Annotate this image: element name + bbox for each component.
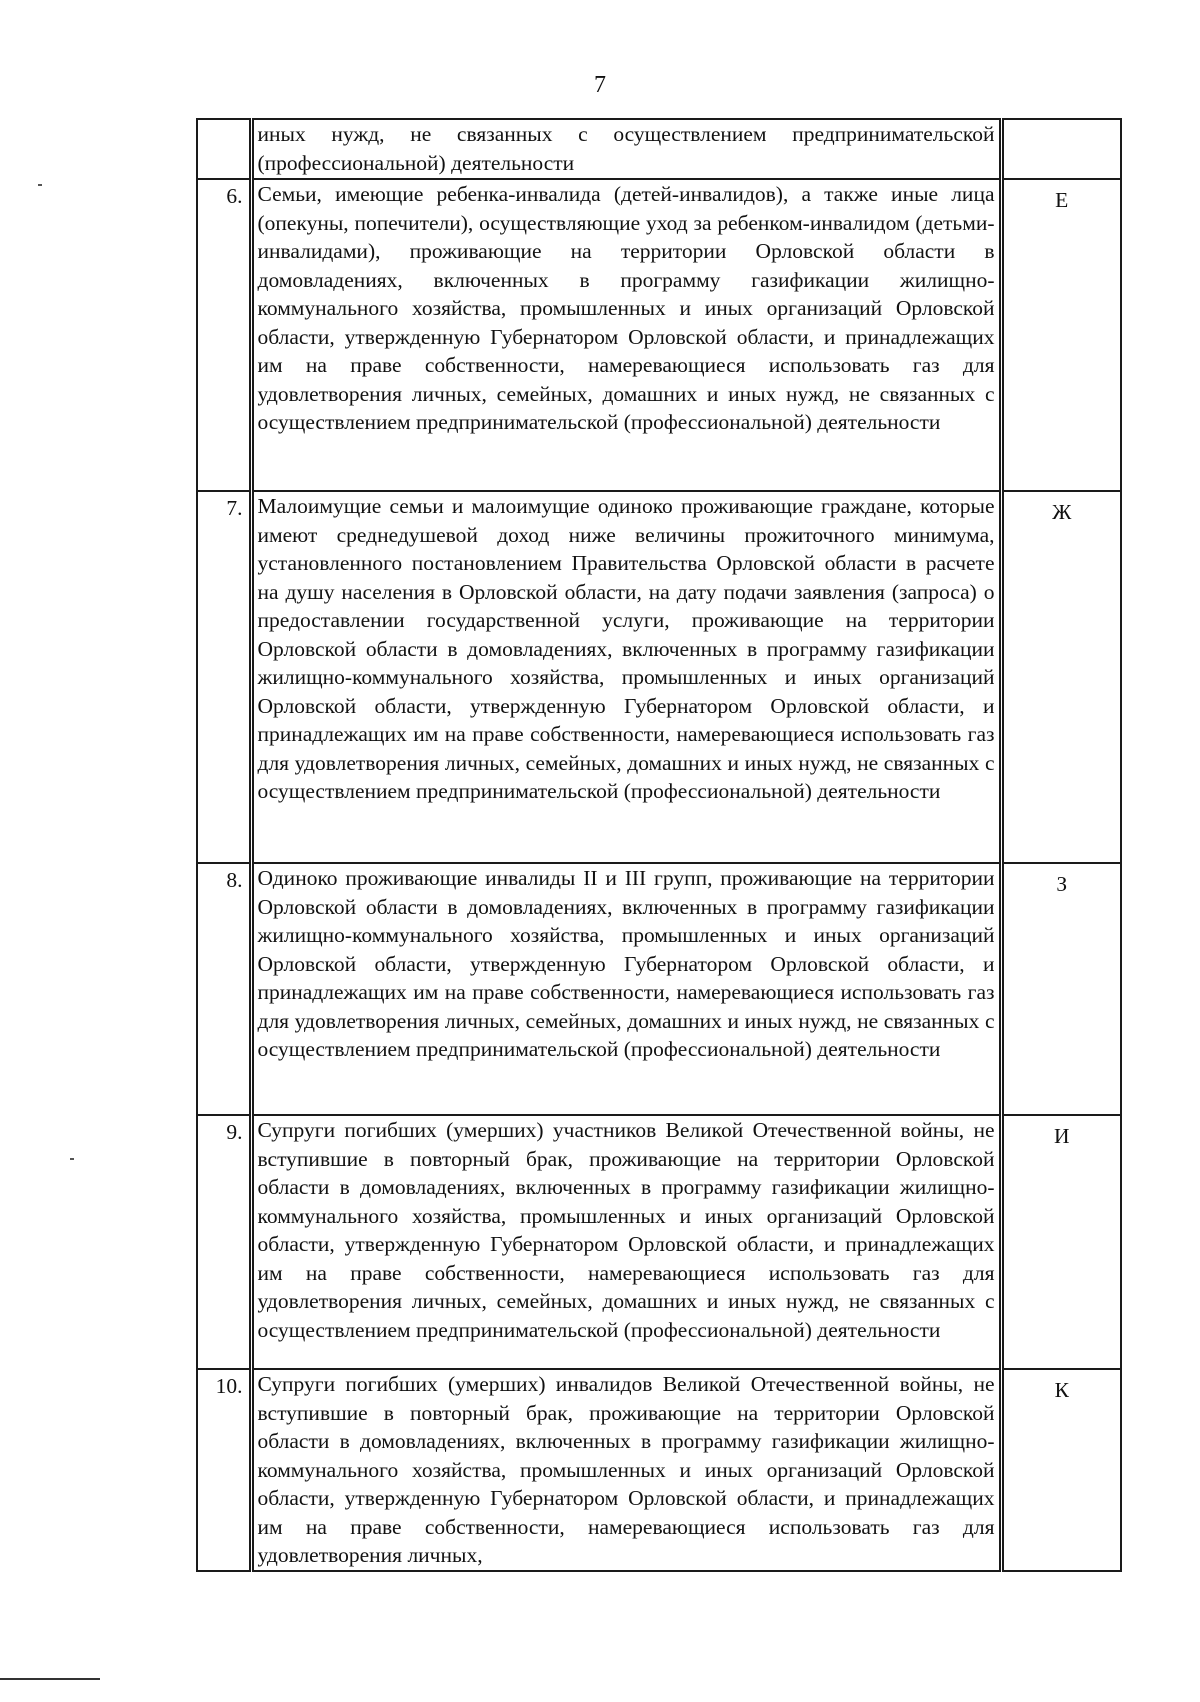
row-category-code: З	[1001, 863, 1121, 1115]
row-description: иных нужд, не связанных с осуществлением предпринимательской (профессиональной) деятельности	[251, 119, 1001, 179]
row-description: Супруги погибших (умерших) инвалидов Великой Отечественной войны, не вступившие в повторный брак, проживающие на территории Орловской области в домовладениях, включенных в программу газификации жилищно-коммунального хозяйства, промышленных и иных организаций Орловской области, утвержденную Губернатором Орловской области, и принадлежащих им на праве собственности, намеревающиеся использовать газ для удовлетворения личных,	[251, 1369, 1001, 1571]
row-description: Семьи, имеющие ребенка-инвалида (детей-инвалидов), а также иные лица (опекуны, попечители), осуществляющие уход за ребенком-инвалидом (детьми-инвалидами), проживающие на территории Орловской области в домовладениях, включенных в программу газификации жилищно-коммунального хозяйства, промышленных и иных организаций Орловской области, утвержденную Губернатором Орловской области, и принадлежащих им на праве собственности, намеревающиеся использовать газ для удовлетворения личных, семейных, домашних и иных нужд, не связанных с осуществлением предпринимательской (профессиональной) деятельности	[251, 179, 1001, 491]
row-number	[197, 119, 251, 179]
row-number: 8.	[197, 863, 251, 1115]
row-number: 10.	[197, 1369, 251, 1571]
row-number: 9.	[197, 1115, 251, 1369]
row-category-code: И	[1001, 1115, 1121, 1369]
scan-speck	[38, 184, 42, 186]
row-category-code: К	[1001, 1369, 1121, 1571]
row-number: 6.	[197, 179, 251, 491]
table-row	[197, 1115, 1121, 1369]
footnote-rule	[0, 1678, 100, 1680]
table-row	[197, 491, 1121, 863]
row-description: Супруги погибших (умерших) участников Великой Отечественной войны, не вступившие в повторный брак, проживающие на территории Орловской области в домовладениях, включенных в программу газификации жилищно-коммунального хозяйства, промышленных и иных организаций Орловской области, утвержденную Губернатором Орловской области, и принадлежащих им на праве собственности, намеревающиеся использовать газ для удовлетворения личных, семейных, домашних и иных нужд, не связанных с осуществлением предпринимательской (профессиональной) деятельности	[251, 1115, 1001, 1369]
row-category-code: Ж	[1001, 491, 1121, 863]
table-row	[197, 1369, 1121, 1571]
row-description: Малоимущие семьи и малоимущие одиноко проживающие граждане, которые имеют среднедушевой доход ниже величины прожиточного минимума, установленного постановлением Правительства Орловской области в расчете на душу населения в Орловской области, на дату подачи заявления (запроса) о предоставлении государственной услуги, проживающие на территории Орловской области в домовладениях, включенных в программу газификации жилищно-коммунального хозяйства, промышленных и иных организаций Орловской области, утвержденную Губернатором Орловской области, и принадлежащих им на праве собственности, намеревающиеся использовать газ для удовлетворения личных, семейных, домашних и иных нужд, не связанных с осуществлением предпринимательской (профессиональной) деятельности	[251, 491, 1001, 863]
row-category-code	[1001, 119, 1121, 179]
table-row	[197, 863, 1121, 1115]
table-row	[197, 179, 1121, 491]
row-number: 7.	[197, 491, 251, 863]
row-description: Одиноко проживающие инвалиды II и III групп, проживающие на территории Орловской области в домовладениях, включенных в программу газификации жилищно-коммунального хозяйства, промышленных и иных организаций Орловской области, утвержденную Губернатором Орловской области, и принадлежащих им на праве собственности, намеревающиеся использовать газ для удовлетворения личных, семейных, домашних и иных нужд, не связанных с осуществлением предпринимательской (профессиональной) деятельности	[251, 863, 1001, 1115]
page-number: 7	[594, 72, 606, 98]
categories-table	[196, 118, 1122, 1572]
row-category-code: Е	[1001, 179, 1121, 491]
table-row	[197, 119, 1121, 179]
scan-speck	[70, 1158, 74, 1160]
